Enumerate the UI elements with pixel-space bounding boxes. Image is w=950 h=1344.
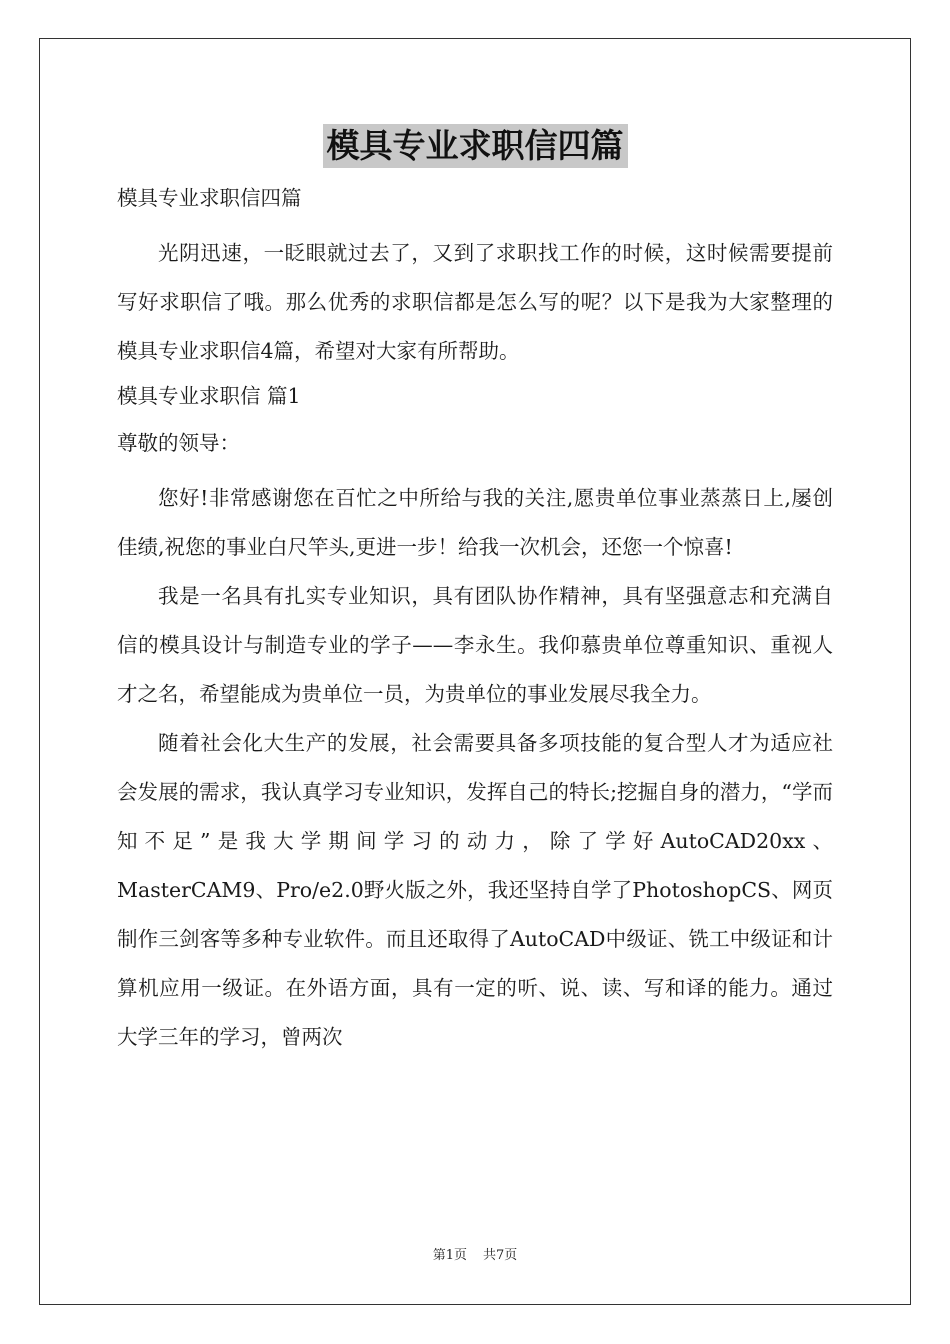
page-number: 第1页 [432, 1248, 467, 1263]
salutation: 尊敬的领导： [117, 431, 240, 455]
document-body [117, 180, 833, 1062]
intro-paragraph: 光阴迅速，一眨眼就过去了，又到了求职找工作的时候，这时候需要提前写好求职信了哦。那么优秀的求职信都是怎么写的呢？以下是我为大家整理的模具专业求职信4篇，希望对大家有所帮助。 [117, 241, 833, 363]
section-heading: 模具专业求职信 篇1 [117, 384, 301, 408]
body-paragraph-1: 您好!非常感谢您在百忙之中所给与我的关注,愿贵单位事业蒸蒸日上,屡创佳绩,祝您的事业白尺竿头,更进一步！给我一次机会，还您一个惊喜! [117, 486, 833, 559]
title-container [0, 124, 950, 168]
body-paragraph-3: 随着社会化大生产的发展，社会需要具备多项技能的复合型人才为适应社会发展的需求，我认真学习专业知识，发挥自己的特长;挖掘自身的潜力，“学而知不足”是我大学期间学习的动力，除了学好AutoCAD20xx、MasterCAM9、Pro/e2.0野火版之外，我还坚持自学了PhotoshopCS、网页制作三剑客等多种专业软件。而且还取得了AutoCAD中级证、铣工中级证和计算机应用一级证。在外语方面，具有一定的听、说、读、写和译的能力。通过大学三年的学习，曾两次 [117, 731, 833, 1049]
page-footer [0, 1247, 950, 1265]
page-total: 共7页 [483, 1248, 518, 1263]
document-title: 模具专业求职信四篇 [323, 124, 628, 168]
body-paragraph-2: 我是一名具有扎实专业知识，具有团队协作精神，具有坚强意志和充满自信的模具设计与制造专业的学子——李永生。我仰慕贵单位尊重知识、重视人才之名，希望能成为贵单位一员，为贵单位的事业发展尽我全力。 [117, 584, 833, 706]
document-subtitle: 模具专业求职信四篇 [117, 186, 302, 210]
